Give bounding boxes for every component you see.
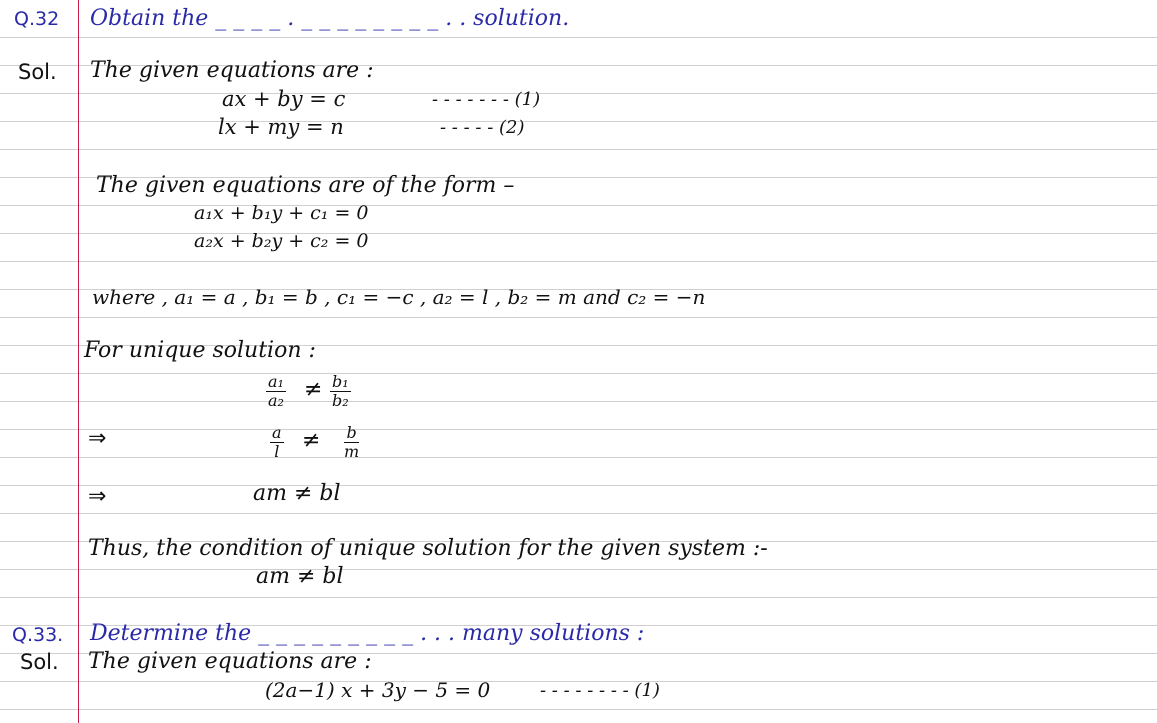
- conclusion-equation: am ≠ bl: [256, 564, 344, 589]
- general-form-2: a₂x + b₂y + c₂ = 0: [194, 230, 369, 252]
- denominator: b₂: [332, 391, 349, 410]
- equation-1: ax + by = c: [222, 87, 346, 111]
- question-number: Q.32: [14, 8, 60, 30]
- question-text: Determine the _ _ _ _ _ _ _ _ _ . . . many solutions :: [90, 621, 645, 646]
- not-equal-sign: ≠: [304, 377, 323, 402]
- question-number: Q.33.: [12, 624, 64, 646]
- general-form-1: a₁x + b₁y + c₁ = 0: [194, 202, 369, 224]
- fraction-a1-a2: [266, 374, 286, 409]
- denominator: l: [274, 442, 280, 461]
- fraction-a-l: [270, 425, 284, 460]
- cross-multiplied-condition: am ≠ bl: [253, 481, 341, 506]
- implies-icon: ⇒: [88, 426, 107, 451]
- intro-text: The given equations are :: [90, 58, 374, 83]
- equation-1: (2a−1) x + 3y − 5 = 0: [265, 678, 491, 702]
- margin-line: [78, 0, 79, 723]
- solution-label: Sol.: [18, 60, 57, 84]
- not-equal-sign: ≠: [302, 428, 321, 453]
- conclusion-text: Thus, the condition of unique solution for the given system :-: [88, 536, 768, 561]
- fraction-b1-b2: [330, 374, 351, 409]
- equation-2: lx + my = n: [218, 115, 344, 139]
- solution-label: Sol.: [20, 650, 59, 674]
- implies-icon: ⇒: [88, 484, 107, 509]
- numerator: b₁: [332, 372, 349, 391]
- coefficient-assignments: where , a₁ = a , b₁ = b , c₁ = −c , a₂ = l , b₂ = m and c₂ = −n: [92, 285, 706, 309]
- numerator: a: [272, 423, 282, 442]
- numerator: b: [346, 423, 357, 442]
- denominator: m: [344, 442, 360, 461]
- intro-text: The given equations are :: [88, 649, 372, 674]
- unique-solution-heading: For unique solution :: [84, 338, 316, 363]
- denominator: a₂: [268, 391, 284, 410]
- fraction-b-m: [344, 425, 359, 460]
- equation-2-tag: - - - - - (2): [440, 117, 525, 138]
- equation-1-tag: - - - - - - - - (1): [540, 680, 660, 701]
- equation-1-tag: - - - - - - - (1): [432, 89, 541, 110]
- question-text: Obtain the _ _ _ _ . _ _ _ _ _ _ _ _ . . solution.: [90, 6, 570, 31]
- numerator: a₁: [268, 372, 284, 391]
- form-intro: The given equations are of the form –: [96, 173, 515, 198]
